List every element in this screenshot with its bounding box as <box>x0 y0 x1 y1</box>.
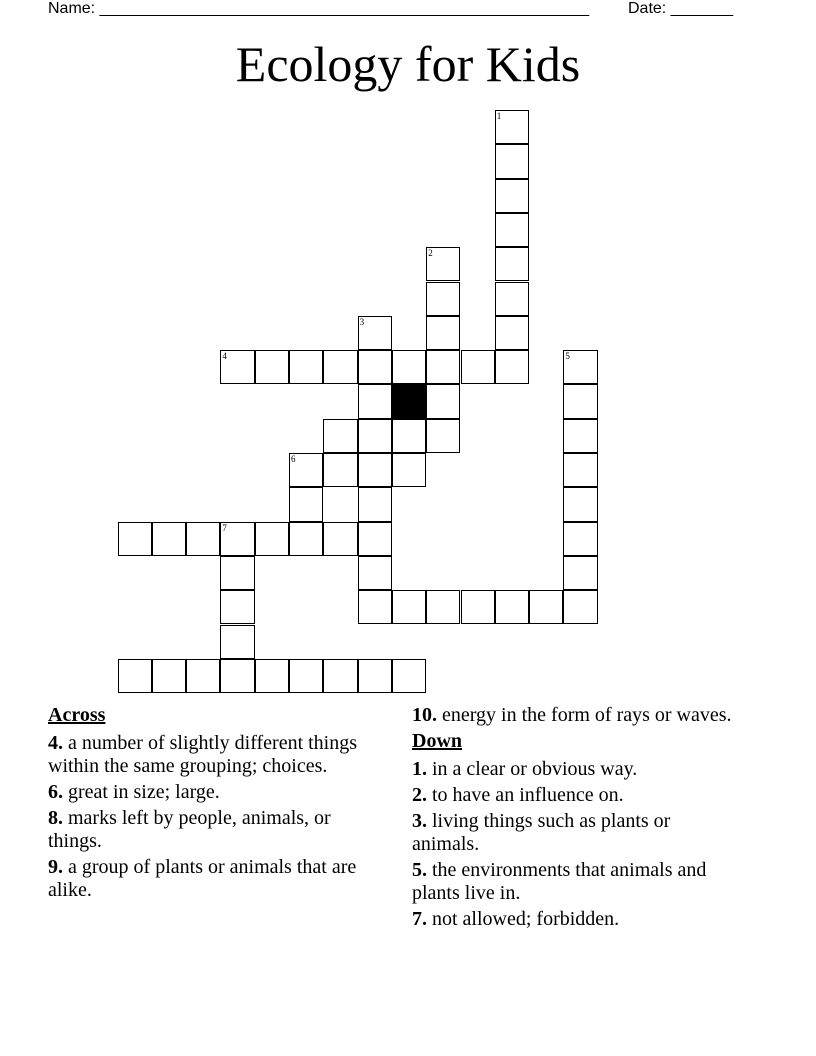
clue-number-label: 1 <box>496 111 502 121</box>
name-line: Name: _______________________________________________________ <box>48 0 589 17</box>
crossword-cell[interactable] <box>118 522 152 556</box>
crossword-cell[interactable] <box>358 350 392 384</box>
clue-text: a number of slightly different things within the same grouping; choices. <box>48 732 358 777</box>
down-heading: Down <box>412 730 463 752</box>
crossword-cell[interactable] <box>392 350 426 384</box>
date-line: Date: _______ <box>628 0 733 17</box>
crossword-cell[interactable] <box>426 350 460 384</box>
crossword-cell[interactable] <box>563 453 597 487</box>
down-clue-7 <box>412 908 742 931</box>
clue-number-label: 4 <box>222 351 227 362</box>
crossword-cell[interactable] <box>563 384 597 418</box>
down-clue-5 <box>412 859 742 905</box>
clue-number-label: 6 <box>291 454 296 464</box>
clues-left-column <box>48 704 378 905</box>
crossword-cell[interactable] <box>323 419 357 453</box>
across-clue-8 <box>48 807 378 853</box>
crossword-cell[interactable] <box>495 144 529 178</box>
crossword-cell[interactable] <box>220 590 254 624</box>
crossword-cell[interactable] <box>358 316 392 350</box>
crossword-cell[interactable] <box>358 590 392 624</box>
crossword-cell[interactable] <box>495 590 529 624</box>
crossword-cell[interactable] <box>426 419 460 453</box>
crossword-cell[interactable] <box>220 625 254 659</box>
clue-text: living things such as plants or animals. <box>412 810 671 855</box>
crossword-cell[interactable] <box>392 659 426 693</box>
crossword-cell[interactable] <box>426 384 460 418</box>
crossword-cell[interactable] <box>152 522 186 556</box>
crossword-cell[interactable] <box>426 316 460 350</box>
clues-right-column <box>412 704 742 934</box>
crossword-cell[interactable] <box>152 659 186 693</box>
crossword-cell[interactable] <box>323 453 357 487</box>
crossword-cell[interactable] <box>220 350 254 384</box>
clue-number: 7. <box>412 908 427 930</box>
clue-number: 10. <box>412 704 437 726</box>
clue-number-label: 7 <box>222 522 227 533</box>
crossword-cell[interactable] <box>358 419 392 453</box>
crossword-cell[interactable] <box>461 350 495 384</box>
clue-number: 3. <box>412 810 427 832</box>
crossword-cell[interactable] <box>495 316 529 350</box>
across-clue-6 <box>48 781 378 804</box>
crossword-cell[interactable] <box>563 556 597 590</box>
crossword-cell[interactable] <box>186 659 220 693</box>
crossword-cell[interactable] <box>358 556 392 590</box>
crossword-cell[interactable] <box>323 350 357 384</box>
clue-number-label: 2 <box>428 248 433 259</box>
clue-number: 1. <box>412 758 427 780</box>
crossword-cell[interactable] <box>392 590 426 624</box>
clue-number: 8. <box>48 807 63 829</box>
crossword-cell[interactable] <box>495 282 529 316</box>
across-clue-10 <box>412 704 742 727</box>
clue-text: great in size; large. <box>63 781 220 803</box>
crossword-cell[interactable] <box>495 110 529 144</box>
crossword-cell[interactable] <box>563 419 597 453</box>
across-heading: Across <box>48 704 106 726</box>
clue-number-label: 5 <box>565 351 570 362</box>
clue-number: 4. <box>48 732 63 754</box>
crossword-cell[interactable] <box>358 453 392 487</box>
crossword-cell[interactable] <box>392 419 426 453</box>
clue-number: 6. <box>48 781 63 803</box>
across-clue-9 <box>48 856 378 902</box>
clue-number: 2. <box>412 784 427 806</box>
crossword-cell[interactable] <box>358 522 392 556</box>
clue-text: in a clear or obvious way. <box>427 758 638 780</box>
crossword-cell[interactable] <box>495 179 529 213</box>
crossword-cell[interactable] <box>255 350 289 384</box>
crossword-cell[interactable] <box>358 487 392 521</box>
down-clue-2 <box>412 784 742 807</box>
crossword-cell[interactable] <box>563 350 597 384</box>
crossword-cell[interactable] <box>220 556 254 590</box>
crossword-cell[interactable] <box>529 590 563 624</box>
down-clue-3 <box>412 810 742 856</box>
crossword-cell[interactable] <box>495 350 529 384</box>
clue-text: marks left by people, animals, or things. <box>48 807 331 852</box>
clue-number: 5. <box>412 859 427 881</box>
crossword-cell[interactable] <box>563 522 597 556</box>
crossword-cell[interactable] <box>289 350 323 384</box>
crossword-cell[interactable] <box>358 659 392 693</box>
down-clue-1 <box>412 758 742 781</box>
crossword-cell[interactable] <box>323 659 357 693</box>
clue-text: to have an influence on. <box>427 784 624 806</box>
crossword-cell[interactable] <box>289 453 323 487</box>
crossword-cell[interactable] <box>495 247 529 281</box>
crossword-black-cell <box>392 384 426 418</box>
crossword-cell[interactable] <box>186 522 220 556</box>
clue-text: the environments that animals and plants live in. <box>412 859 707 904</box>
clue-text: a group of plants or animals that are alike. <box>48 856 357 901</box>
crossword-cell[interactable] <box>220 522 254 556</box>
crossword-cell[interactable] <box>358 384 392 418</box>
crossword-cell[interactable] <box>255 522 289 556</box>
crossword-cell[interactable] <box>220 659 254 693</box>
crossword-cell[interactable] <box>426 247 460 281</box>
crossword-cell[interactable] <box>426 282 460 316</box>
across-clue-4 <box>48 732 378 778</box>
crossword-cell[interactable] <box>289 487 323 521</box>
crossword-cell[interactable] <box>289 522 323 556</box>
page-title: Ecology for Kids <box>235 36 581 92</box>
crossword-cell[interactable] <box>118 659 152 693</box>
crossword-cell[interactable] <box>289 659 323 693</box>
crossword-cell[interactable] <box>426 590 460 624</box>
crossword-cell[interactable] <box>495 213 529 247</box>
crossword-cell[interactable] <box>563 487 597 521</box>
crossword-cell[interactable] <box>255 659 289 693</box>
clue-number: 9. <box>48 856 63 878</box>
crossword-cell[interactable] <box>323 522 357 556</box>
clue-text: energy in the form of rays or waves. <box>437 704 732 726</box>
crossword-cell[interactable] <box>563 590 597 624</box>
crossword-cell[interactable] <box>461 590 495 624</box>
clue-text: not allowed; forbidden. <box>427 908 620 930</box>
crossword-cell[interactable] <box>392 453 426 487</box>
clue-number-label: 3 <box>359 316 365 327</box>
